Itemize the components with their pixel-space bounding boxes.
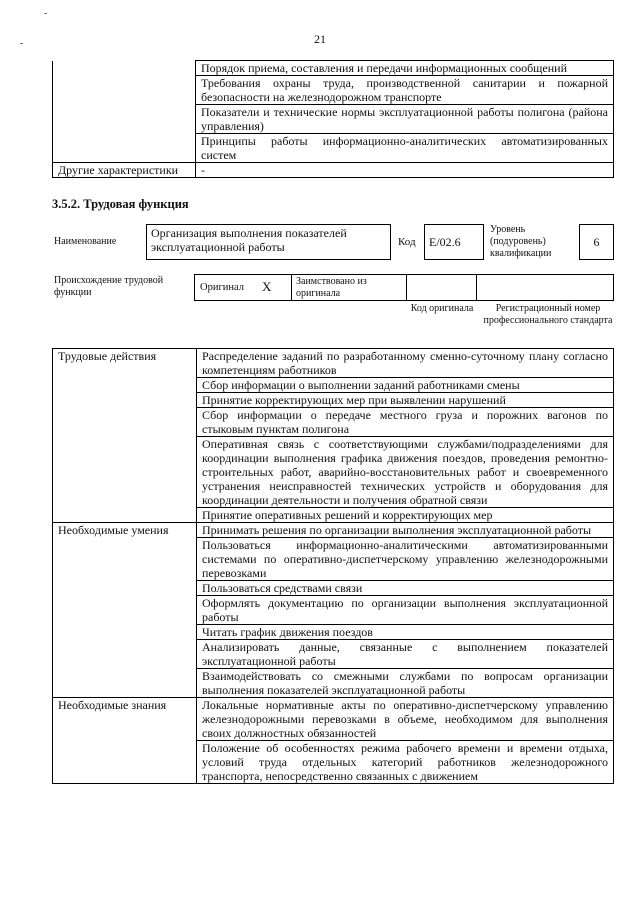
table-cell-text: Показатели и технические нормы эксплуатационной работы полигона (района управления) — [196, 105, 614, 134]
code-label: Код — [398, 236, 416, 248]
level-label: Уровень (подуровень) квалификации — [490, 224, 552, 259]
table-cell-text: Принятие корректирующих мер при выявлении нарушений — [197, 393, 614, 408]
origin-divider-1 — [291, 274, 292, 301]
origin-box — [194, 274, 614, 301]
table-cell-label — [53, 61, 196, 163]
table-cell-text: Сбор информации о передаче местного груза и порожних вагонов по стыковым пунктам полигона — [197, 408, 614, 437]
table-cell-text: Принятие оперативных решений и корректирующих мер — [197, 508, 614, 523]
table-row — [53, 349, 614, 378]
origin-label: Происхождение трудовой функции — [54, 275, 164, 298]
origin-divider-2 — [406, 274, 407, 301]
table-cell-text: Читать график движения поездов — [197, 625, 614, 640]
corner-mark-left: - — [20, 38, 24, 49]
table-cell-text: Требования охраны труда, производственной санитарии и пожарной безопасности на железнодорожном транспорте — [196, 76, 614, 105]
level-value-box: 6 — [579, 224, 614, 260]
table-cell-text: Локальные нормативные акты по оперативно-диспетчерскому управлению железнодорожными перевозками в объеме, необходимом для выполнения своих должностных обязанностей — [197, 698, 614, 741]
table-cell-text: Распределение заданий по разработанному сменно-суточному плану согласно компетенциям работников — [197, 349, 614, 378]
table-cell-text: Оформлять документацию по организации выполнения эксплуатационной работы — [197, 596, 614, 625]
original-label: Оригинал — [200, 282, 244, 293]
table-row — [53, 523, 614, 538]
table-cell-text: Оперативная связь с соответствующими службами/подразделениями для координации выполнения графика движения поездов, проведения ремонтно-строительных работ, аварийно-восстановительных работ и своевременного устранения неисправностей технических устройств и оборудования для координации деятельности и получения обратной связи — [197, 437, 614, 508]
origin-divider-3 — [476, 274, 477, 301]
group-label-actions: Трудовые действия — [53, 349, 197, 523]
table-row — [53, 163, 614, 178]
table-row — [53, 61, 614, 76]
page-number: 21 — [314, 32, 326, 46]
name-label: Наименование — [54, 236, 117, 247]
group-label-skills: Необходимые умения — [53, 523, 197, 698]
group-label-knowledge: Необходимые знания — [53, 698, 197, 784]
table-cell-text: Взаимодействовать со смежными службами по вопросам организации выполнения показателей эксплуатационной работы — [197, 669, 614, 698]
reg-number-caption: Регистрационный номер профессионального стандарта — [483, 303, 613, 326]
table-cell-text: Анализировать данные, связанные с выполнением показателей эксплуатационной работы — [197, 640, 614, 669]
table-cell-text: Принципы работы информационно-аналитических автоматизированных систем — [196, 134, 614, 163]
table-cell-text: Порядок приема, составления и передачи информационных сообщений — [196, 61, 614, 76]
borrowed-label: Заимствовано из оригинала — [296, 276, 367, 299]
name-value-box: Организация выполнения показателей эксплуатационной работы — [146, 224, 391, 260]
top-characteristics-table — [52, 60, 614, 178]
section-title: 3.5.2. Трудовая функция — [52, 197, 189, 211]
table-cell-text: Принимать решения по организации выполнения эксплуатационной работы — [197, 523, 614, 538]
code-caption: Код оригинала — [410, 303, 474, 314]
table-cell-text: Положение об особенностях режима рабочего времени и времени отдыха, условий труда отдельных категорий работников железнодорожного транспорта, непосредственно связанных с движением — [197, 741, 614, 784]
code-value-box: E/02.6 — [424, 224, 484, 260]
table-cell-label: Другие характеристики — [53, 163, 196, 178]
corner-mark-top: - — [44, 8, 48, 19]
function-details-table — [52, 348, 614, 784]
table-cell-text: Пользоваться средствами связи — [197, 581, 614, 596]
original-mark: X — [262, 279, 272, 294]
table-row — [53, 698, 614, 741]
table-cell-text: Пользоваться информационно-аналитическими автоматизированными системами по оперативно-диспетчерскому управлению железнодорожными перевозками — [197, 538, 614, 581]
table-cell-text: Сбор информации о выполнении заданий работниками смены — [197, 378, 614, 393]
table-cell-text: - — [196, 163, 614, 178]
